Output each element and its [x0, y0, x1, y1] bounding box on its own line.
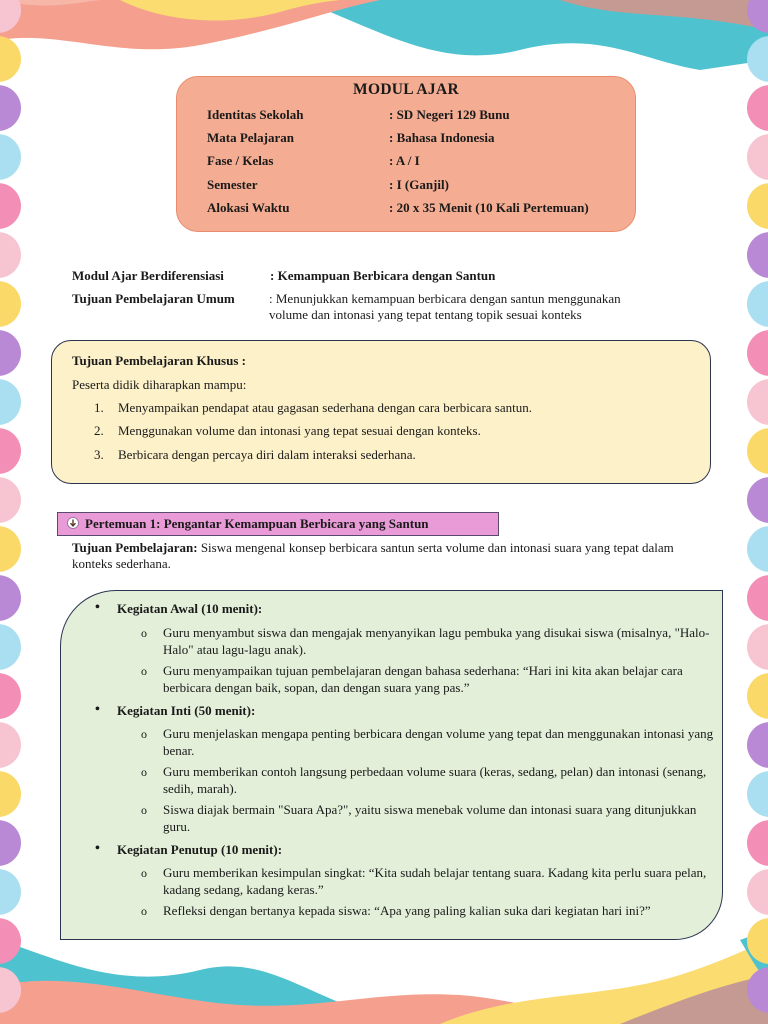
activity-heading-penutup [95, 841, 283, 858]
activity-heading-inti [95, 702, 256, 719]
list-item [94, 400, 532, 416]
identity-value: : SD Negeri 129 Bunu [389, 107, 510, 122]
list-item [141, 764, 723, 797]
identity-value: : I (Ganjil) [389, 177, 449, 192]
identity-label: Fase / Kelas [207, 153, 274, 168]
modul-value: : Kemampuan Berbicara dengan Santun [270, 268, 496, 283]
list-text: Guru menjelaskan mengapa penting berbicara dengan volume yang tepat dan menggunakan intonasi yang benar. [163, 726, 714, 758]
sub-bullet: o [141, 904, 147, 918]
list-text: Siswa diajak bermain "Suara Apa?", yaitu siswa menebak volume dan intonasi suara yang ditunjukkan guru. [163, 802, 697, 834]
sub-bullet: o [141, 803, 147, 817]
tpu-label: Tujuan Pembelajaran Umum [72, 291, 235, 306]
activity-heading-text: Kegiatan Inti (50 menit): [117, 703, 256, 718]
tpu-value-line-1: : Menunjukkan kemampuan berbicara dengan santun menggunakan [269, 291, 621, 306]
list-text: Refleksi dengan bertanya kepada siswa: “Apa yang paling kalian suka dari kegiatan hari ini?” [163, 903, 651, 918]
list-item [141, 903, 723, 920]
bullet: • [95, 841, 100, 856]
list-text: Menggunakan volume dan intonasi yang tepat sesuai dengan konteks. [118, 423, 481, 438]
list-item [141, 663, 723, 696]
list-text: Berbicara dengan percaya diri dalam interaksi sederhana. [118, 447, 416, 462]
specific-objectives-box [51, 340, 711, 484]
list-item [141, 625, 723, 658]
down-arrow-icon [67, 517, 79, 529]
identity-value: : A / I [389, 153, 420, 168]
list-number: 3. [94, 447, 104, 462]
list-item [141, 865, 723, 898]
sub-bullet: o [141, 664, 147, 678]
list-text: Guru menyambut siswa dan mengajak menyanyikan lagu pembuka yang disukai siswa (misalnya, "Halo-Halo" atau lagu-lagu anak). [163, 625, 710, 657]
sub-bullet: o [141, 866, 147, 880]
meeting-goal [72, 540, 712, 571]
list-item [94, 423, 481, 439]
tpk-title: Tujuan Pembelajaran Khusus : [72, 353, 246, 368]
sub-bullet: o [141, 626, 147, 640]
list-number: 2. [94, 423, 104, 438]
list-item [141, 802, 723, 835]
modul-label: Modul Ajar Berdiferensiasi [72, 268, 224, 283]
sub-bullet: o [141, 727, 147, 741]
bullet: • [95, 702, 100, 717]
meeting-title-tag [57, 512, 499, 536]
meeting-title: Pertemuan 1: Pengantar Kemampuan Berbicara yang Santun [85, 516, 429, 531]
identity-label: Alokasi Waktu [207, 200, 290, 215]
tpu-value-line-2: volume dan intonasi yang tepat tentang topik sesuai konteks [269, 307, 582, 322]
tpk-intro: Peserta didik diharapkan mampu: [72, 377, 247, 392]
bullet: • [95, 600, 100, 615]
module-title: MODUL AJAR [353, 81, 459, 98]
identity-value: : Bahasa Indonesia [389, 130, 495, 145]
activities-box [60, 590, 723, 940]
list-text: Menyampaikan pendapat atau gagasan sederhana dengan cara berbicara santun. [118, 400, 532, 415]
identity-label: Identitas Sekolah [207, 107, 304, 122]
list-item [141, 726, 723, 759]
list-text: Guru memberikan contoh langsung perbedaan volume suara (keras, sedang, pelan) dan intonasi (senang, sedih, marah). [163, 764, 707, 796]
list-number: 1. [94, 400, 104, 415]
activity-heading-text: Kegiatan Penutup (10 menit): [117, 842, 283, 857]
meeting-goal-text: Siswa mengenal konsep berbicara santun serta volume dan intonasi suara yang tepat dalam konteks sederhana. [72, 540, 674, 571]
activity-heading-awal [95, 600, 263, 617]
list-item [94, 447, 416, 463]
module-header-box [176, 76, 636, 232]
sub-bullet: o [141, 765, 147, 779]
identity-value: : 20 x 35 Menit (10 Kali Pertemuan) [389, 200, 589, 215]
identity-label: Mata Pelajaran [207, 130, 295, 145]
activity-heading-text: Kegiatan Awal (10 menit): [117, 601, 263, 616]
list-text: Guru menyampaikan tujuan pembelajaran dengan bahasa sederhana: “Hari ini kita akan belajar cara berbicara dengan baik, sopan, dan dengan suara yang pas.” [163, 663, 683, 695]
identity-label: Semester [207, 177, 258, 192]
list-text: Guru memberikan kesimpulan singkat: “Kita sudah belajar tentang suara. Kadang kita perlu suara pelan, kadang sedang, kadang keras.” [163, 865, 707, 897]
meeting-goal-label: Tujuan Pembelajaran: [72, 540, 198, 555]
